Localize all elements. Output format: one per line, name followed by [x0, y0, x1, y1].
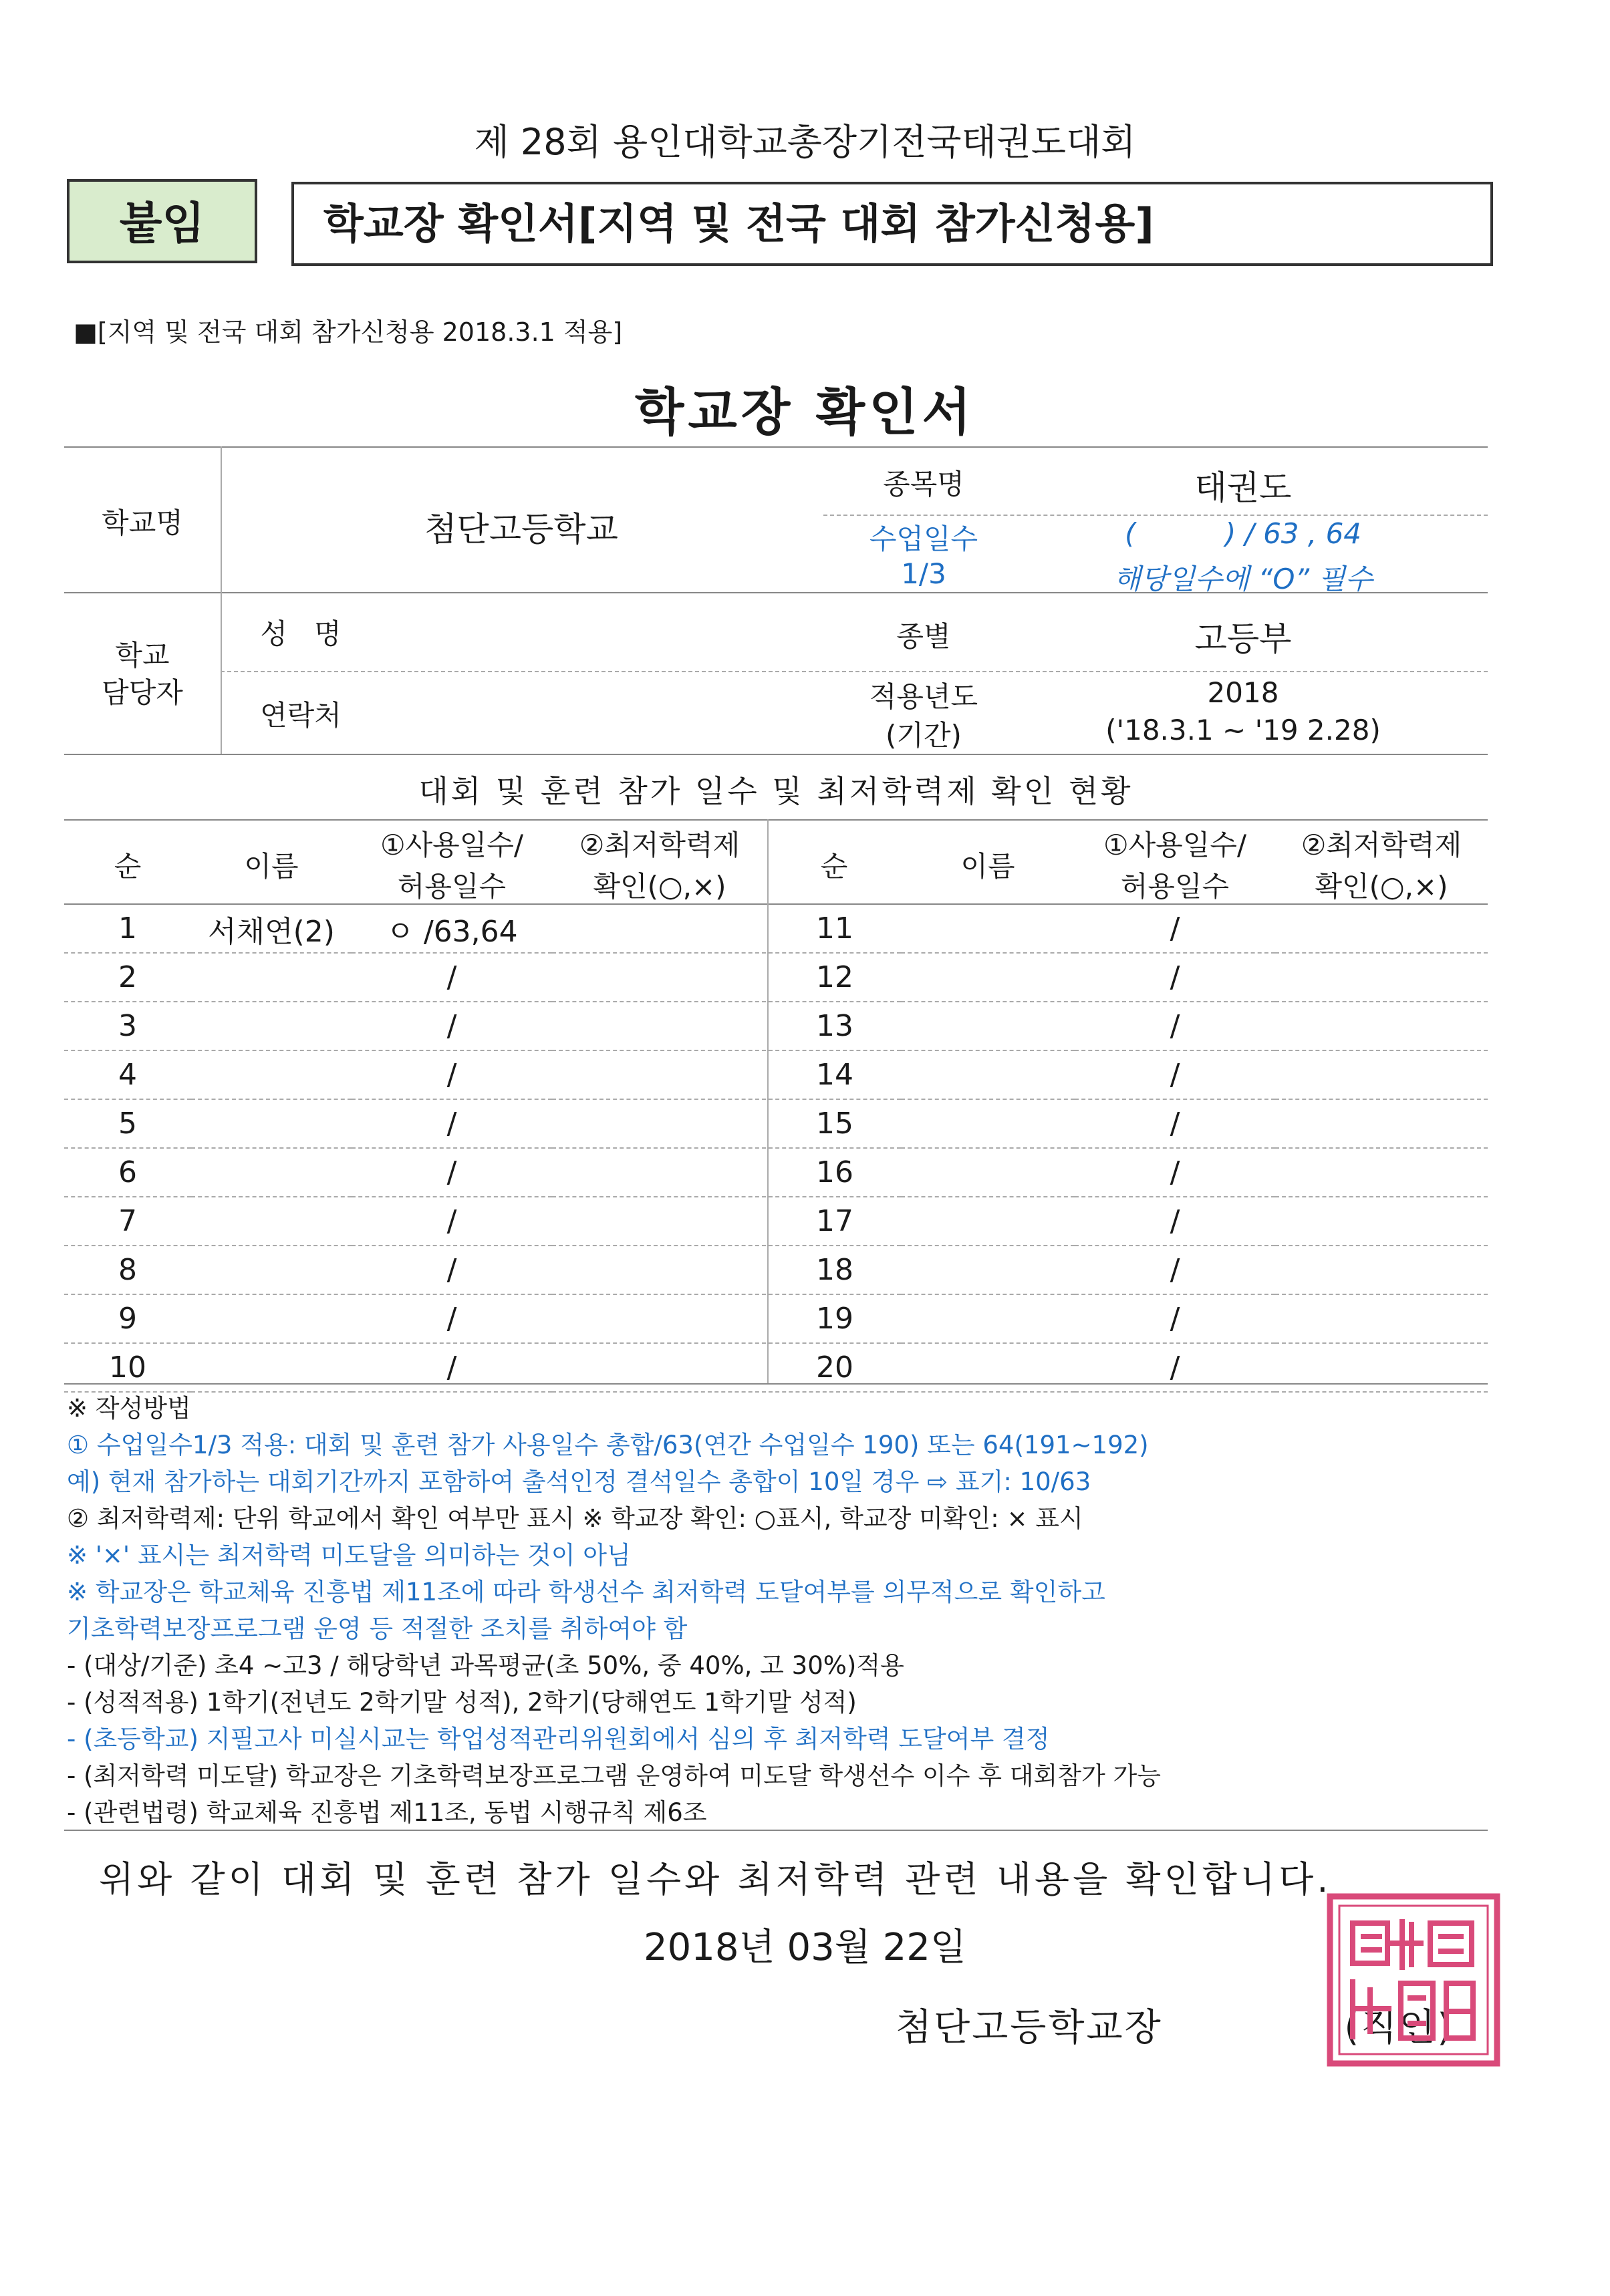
- school-days-label: 수업일수: [869, 523, 978, 555]
- instruction-line: ① 수업일수1/3 적용: 대회 및 훈련 참가 사용일수 총합/63(연간 수업일수 190) 또는 64(191~192): [67, 1431, 1149, 1459]
- days-used-cell: /: [446, 1058, 457, 1092]
- achievement-check-cell: [552, 1050, 766, 1099]
- achievement-check-cell: [552, 905, 766, 953]
- row-number: 14: [816, 1058, 853, 1092]
- principal-title: 첨단고등학교장: [896, 2006, 1163, 2049]
- year-sub: (기간): [886, 719, 962, 752]
- student-name: [191, 1343, 352, 1392]
- achievement-check-cell: [1275, 1343, 1488, 1392]
- days-used-cell: /: [446, 960, 457, 994]
- days-used-cell: /: [1170, 1204, 1180, 1238]
- student-name: [191, 953, 352, 1002]
- table-row: [64, 1099, 766, 1148]
- instruction-line: ※ 학교장은 학교체육 진흥법 제11조에 따라 학생선수 최저학력 도달여부를 의무적으로 확인하고: [67, 1578, 1105, 1606]
- days-used-cell: /: [446, 1350, 457, 1385]
- days-used-cell: /: [1170, 1058, 1180, 1092]
- row-number: 3: [118, 1009, 137, 1043]
- days-used-cell: /: [1170, 911, 1180, 946]
- manager-label: 학교: [115, 639, 170, 672]
- school-days-sub: 1/3: [901, 557, 946, 590]
- achievement-check-cell: [1275, 1148, 1488, 1197]
- achievement-check-cell: [1275, 1002, 1488, 1050]
- table-row: [64, 1002, 766, 1050]
- table-row: [64, 1148, 766, 1197]
- achievement-check-cell: [1275, 1246, 1488, 1294]
- days-used-cell: /: [1170, 1009, 1180, 1043]
- days-used-cell: /: [446, 1253, 457, 1287]
- achievement-check-cell: [1275, 905, 1488, 953]
- student-name: [901, 953, 1075, 1002]
- table-row: [769, 1294, 1488, 1343]
- sport-value: 태권도: [1194, 468, 1292, 507]
- row-number: 8: [118, 1253, 137, 1287]
- instruction-line: - (초등학교) 지필고사 미실시교는 학업성적관리위원회에서 심의 후 최저학력 도달여부 결정: [67, 1725, 1050, 1753]
- student-name: [191, 1099, 352, 1148]
- column-header-check: ②최저학력제: [579, 829, 741, 861]
- column-header-days: ①사용일수/: [1103, 829, 1247, 861]
- document-date: 2018년 03월 22일: [644, 1926, 966, 1969]
- row-number: 18: [816, 1253, 853, 1287]
- row-number: 12: [816, 960, 853, 994]
- table-row: [769, 1099, 1488, 1148]
- student-name: [901, 1050, 1075, 1099]
- achievement-check-cell: [552, 1343, 766, 1392]
- row-number: 16: [816, 1155, 853, 1189]
- student-name: [191, 1197, 352, 1246]
- division-value: 고등부: [1194, 619, 1292, 658]
- row-number: 17: [816, 1204, 853, 1238]
- days-used-cell: /: [446, 1009, 457, 1043]
- school-name: 첨단고등학교: [424, 510, 618, 549]
- row-number: 1: [118, 911, 137, 946]
- column-header-name: 이름: [960, 850, 1015, 883]
- table-row: [769, 1002, 1488, 1050]
- manager-label-sub: 담당자: [102, 676, 183, 709]
- event-title: 제 28회 용인대학교총장기전국태권도대회: [474, 121, 1136, 163]
- achievement-check-cell: [1275, 1050, 1488, 1099]
- table-row: [769, 1246, 1488, 1294]
- column-header-no: 순: [820, 850, 848, 883]
- achievement-check-cell: [1275, 953, 1488, 1002]
- achievement-check-cell: [552, 1246, 766, 1294]
- row-number: 10: [109, 1350, 146, 1385]
- student-name: [901, 1197, 1075, 1246]
- instruction-line: - (대상/기준) 초4 ~고3 / 해당학년 과목평균(초 50%, 중 40%, 고 30%)적용: [67, 1651, 904, 1680]
- school-days-value: ( ) / 63 , 64: [1124, 517, 1362, 550]
- instruction-line: - (관련법령) 학교체육 진흥법 제11조, 동법 시행규칙 제6조: [67, 1798, 707, 1827]
- divider: [64, 1830, 1488, 1831]
- row-number: 20: [816, 1350, 853, 1385]
- table-row: [769, 1050, 1488, 1099]
- column-header-days-sub: 허용일수: [397, 870, 507, 903]
- table-row: [64, 1050, 766, 1099]
- row-number: 13: [816, 1009, 853, 1043]
- form-heading: 학교장 확인서[지역 및 전국 대회 참가신청용]: [291, 182, 1493, 266]
- days-used-cell: /: [1170, 1350, 1180, 1385]
- achievement-check-cell: [1275, 1294, 1488, 1343]
- school-days-note: 해당일수에 “O” 필수: [1113, 563, 1373, 595]
- instructions: [67, 1390, 1161, 1831]
- column-header-check: ②최저학력제: [1301, 829, 1462, 861]
- achievement-check-cell: [552, 953, 766, 1002]
- row-number: 6: [118, 1155, 137, 1189]
- row-number: 4: [118, 1058, 137, 1092]
- divider: [823, 515, 1488, 516]
- row-number: 2: [118, 960, 137, 994]
- row-number: 5: [118, 1107, 137, 1141]
- table-row: [769, 905, 1488, 953]
- column-header-days: ①사용일수/: [380, 829, 524, 861]
- days-used-cell: /: [1170, 1253, 1180, 1287]
- instruction-line: ② 최저학력제: 단위 학교에서 확인 여부만 표시 ※ 학교장 확인: ○표시, 학교장 미확인: × 표시: [67, 1504, 1083, 1533]
- days-used-cell: /: [446, 1155, 457, 1189]
- confirmation-statement: 위와 같이 대회 및 훈련 참가 일수와 최저학력 관련 내용을 확인합니다.: [99, 1858, 1332, 1900]
- table-row: [769, 1197, 1488, 1246]
- divider: [64, 819, 1488, 821]
- official-seal-stamp: [1323, 1890, 1504, 2070]
- achievement-check-cell: [552, 1148, 766, 1197]
- student-name: [901, 1148, 1075, 1197]
- instruction-line: ※ '×' 표시는 최저학력 미도달을 의미하는 것이 아님: [67, 1541, 631, 1570]
- days-used-cell: /: [446, 1107, 457, 1141]
- instructions-heading: ※ 작성방법: [67, 1394, 191, 1423]
- student-name: [191, 1050, 352, 1099]
- school-label: 학교명: [102, 507, 183, 539]
- student-name: [901, 905, 1075, 953]
- days-used-cell: /: [446, 1204, 457, 1238]
- contact-label: 연락처: [260, 699, 342, 732]
- sport-label: 종목명: [883, 468, 964, 500]
- seal-label: (직인): [1344, 2006, 1454, 2049]
- row-number: 15: [816, 1107, 853, 1141]
- student-name: 서채연(2): [208, 914, 335, 949]
- divider: [221, 671, 1488, 672]
- column-header-days-sub: 허용일수: [1120, 870, 1230, 903]
- column-header-no: 순: [114, 850, 142, 883]
- division-label: 종별: [896, 620, 951, 653]
- table-row: [64, 1197, 766, 1246]
- days-used-cell: ㅇ /63,64: [386, 914, 518, 949]
- attendance-table-left: [64, 905, 766, 1393]
- achievement-check-cell: [552, 1099, 766, 1148]
- name-label: 성 명: [260, 617, 342, 650]
- year-period: ('18.3.1 ~ '19 2.28): [1105, 714, 1381, 746]
- achievement-check-cell: [552, 1197, 766, 1246]
- row-number: 7: [118, 1204, 137, 1238]
- table-row: [769, 1148, 1488, 1197]
- days-used-cell: /: [1170, 960, 1180, 994]
- student-name: [901, 1002, 1075, 1050]
- row-number: 11: [816, 911, 853, 946]
- table-row: [64, 1246, 766, 1294]
- column-header-check-sub: 확인(○,×): [593, 870, 726, 903]
- row-number: 9: [118, 1302, 137, 1336]
- student-name: [191, 1148, 352, 1197]
- instruction-line: 예) 현재 참가하는 대회기간까지 포함하여 출석인정 결석일수 총합이 10일 경우 ⇨ 표기: 10/63: [67, 1467, 1091, 1496]
- instruction-line: - (최저학력 미도달) 학교장은 기초학력보장프로그램 운영하여 미도달 학생선수 이수 후 대회참가 가능: [67, 1761, 1162, 1790]
- table-row: [64, 1294, 766, 1343]
- student-name: [191, 1002, 352, 1050]
- student-name: [901, 1246, 1075, 1294]
- table-row: [769, 953, 1488, 1002]
- days-used-cell: /: [1170, 1302, 1180, 1336]
- form-note: ■[지역 및 전국 대회 참가신청용 2018.3.1 적용]: [74, 317, 623, 347]
- divider: [64, 446, 1488, 448]
- student-name: [901, 1294, 1075, 1343]
- attendance-table-right: [769, 905, 1488, 1393]
- days-used-cell: /: [1170, 1107, 1180, 1141]
- days-used-cell: /: [446, 1302, 457, 1336]
- student-name: [901, 1343, 1075, 1392]
- student-name: [191, 1246, 352, 1294]
- status-title: 대회 및 훈련 참가 일수 및 최저학력제 확인 현황: [418, 773, 1133, 809]
- days-used-cell: /: [1170, 1155, 1180, 1189]
- divider: [64, 754, 1488, 755]
- achievement-check-cell: [1275, 1197, 1488, 1246]
- achievement-check-cell: [1275, 1099, 1488, 1148]
- table-row: [64, 1343, 766, 1392]
- student-name: [901, 1099, 1075, 1148]
- column-header-name: 이름: [244, 850, 299, 883]
- column-header-check-sub: 확인(○,×): [1315, 870, 1448, 903]
- attachment-badge: 붙임: [67, 179, 257, 263]
- achievement-check-cell: [552, 1002, 766, 1050]
- student-name: [191, 1294, 352, 1343]
- year-value: 2018: [1207, 676, 1279, 709]
- document-title: 학교장 확인서: [635, 382, 975, 442]
- instruction-line: 기초학력보장프로그램 운영 등 적절한 조치를 취하여야 함: [67, 1614, 688, 1643]
- table-row: [769, 1343, 1488, 1392]
- year-label: 적용년도: [869, 680, 978, 713]
- row-number: 19: [816, 1302, 853, 1336]
- achievement-check-cell: [552, 1294, 766, 1343]
- instruction-line: - (성적적용) 1학기(전년도 2학기말 성적), 2학기(당해연도 1학기말 성적): [67, 1688, 857, 1717]
- table-row: [64, 953, 766, 1002]
- divider: [64, 1383, 1488, 1385]
- table-row: [64, 905, 766, 953]
